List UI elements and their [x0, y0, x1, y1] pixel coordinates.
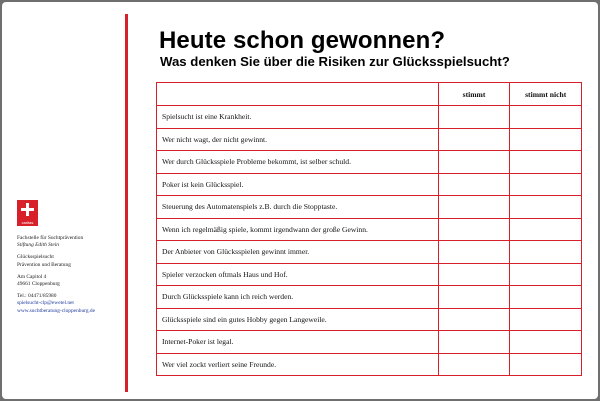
header-stimmt-nicht: stimmt nicht [510, 83, 582, 106]
address-street: Am Capitol 4 [17, 273, 47, 280]
phone-number: Tel.: 04471/85980 [17, 293, 57, 300]
website-link[interactable]: www.suchtberatung-cloppenburg.de [17, 307, 95, 314]
contact-sidebar [17, 235, 123, 315]
stimmt-nicht-cell[interactable] [510, 353, 582, 376]
address-city: 49661 Cloppenburg [17, 281, 60, 288]
stimmt-nicht-cell[interactable] [510, 151, 582, 174]
stimmt-cell[interactable] [438, 106, 510, 129]
page-title: Heute schon gewonnen? [159, 27, 446, 54]
statement-cell: Wenn ich regelmäßig spiele, kommt irgendwann der große Gewinn. [157, 218, 439, 241]
table-header-row [157, 83, 582, 106]
table-row [157, 241, 582, 264]
stimmt-cell[interactable] [438, 353, 510, 376]
statement-cell: Spielsucht ist eine Krankheit. [157, 106, 439, 129]
topic-line: Glücksspielsucht [17, 254, 54, 261]
statement-cell: Wer viel zockt verliert seine Freunde. [157, 353, 439, 376]
header-statement [157, 83, 439, 106]
table-row [157, 128, 582, 151]
table-row [157, 196, 582, 219]
statement-cell: Durch Glücksspiele kann ich reich werden. [157, 286, 439, 309]
caritas-cross-icon [20, 202, 35, 217]
stimmt-nicht-cell[interactable] [510, 196, 582, 219]
table-row [157, 263, 582, 286]
table-row [157, 106, 582, 129]
quiz-table [156, 82, 582, 376]
table-row [157, 286, 582, 309]
stimmt-nicht-cell[interactable] [510, 308, 582, 331]
stimmt-cell[interactable] [438, 241, 510, 264]
worksheet-card [2, 2, 598, 399]
table-row [157, 331, 582, 354]
table-row [157, 218, 582, 241]
stimmt-cell[interactable] [438, 128, 510, 151]
statement-cell: Poker ist kein Glücksspiel. [157, 173, 439, 196]
statement-cell: Glücksspiele sind ein gutes Hobby gegen Langeweile. [157, 308, 439, 331]
page-subtitle: Was denken Sie über die Risiken zur Glücksspielsucht? [160, 54, 510, 69]
table-row [157, 173, 582, 196]
red-divider [125, 14, 128, 392]
statement-cell: Wer durch Glücksspiele Probleme bekommt, ist selber schuld. [157, 151, 439, 174]
statement-cell: Spieler verzocken oftmals Haus und Hof. [157, 263, 439, 286]
stimmt-nicht-cell[interactable] [510, 173, 582, 196]
stimmt-nicht-cell[interactable] [510, 286, 582, 309]
table-row [157, 151, 582, 174]
header-stimmt: stimmt [438, 83, 510, 106]
logo-text: caritas [21, 220, 34, 225]
stimmt-cell[interactable] [438, 286, 510, 309]
stimmt-nicht-cell[interactable] [510, 128, 582, 151]
stimmt-cell[interactable] [438, 331, 510, 354]
statement-cell: Steuerung des Automatenspiels z.B. durch die Stopptaste. [157, 196, 439, 219]
email-link[interactable]: spielsucht-clp@ewetel.net [17, 300, 74, 307]
topic-subline: Prävention und Beratung [17, 261, 71, 268]
stimmt-cell[interactable] [438, 308, 510, 331]
stimmt-nicht-cell[interactable] [510, 218, 582, 241]
stimmt-nicht-cell[interactable] [510, 106, 582, 129]
stimmt-cell[interactable] [438, 173, 510, 196]
stimmt-cell[interactable] [438, 196, 510, 219]
stimmt-nicht-cell[interactable] [510, 331, 582, 354]
org-name: Fachstelle für Suchtprävention [17, 235, 84, 241]
statement-cell: Wer nicht wagt, der nicht gewinnt. [157, 128, 439, 151]
statement-cell: Der Anbieter von Glücksspielen gewinnt immer. [157, 241, 439, 264]
statement-cell: Internet-Poker ist legal. [157, 331, 439, 354]
stimmt-cell[interactable] [438, 263, 510, 286]
caritas-logo [17, 200, 38, 226]
table-row [157, 353, 582, 376]
table-row [157, 308, 582, 331]
stimmt-nicht-cell[interactable] [510, 241, 582, 264]
stimmt-cell[interactable] [438, 218, 510, 241]
org-foundation: Stiftung Edith Stein [17, 242, 59, 249]
stimmt-cell[interactable] [438, 151, 510, 174]
stimmt-nicht-cell[interactable] [510, 263, 582, 286]
